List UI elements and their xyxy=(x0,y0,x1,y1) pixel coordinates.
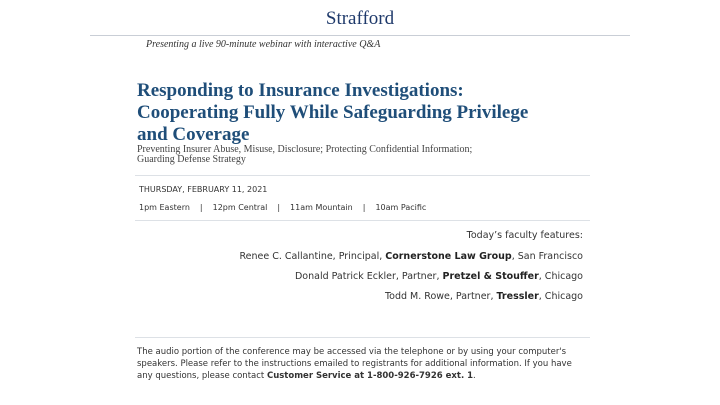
time-separator: | xyxy=(199,203,203,212)
subtitle-line: Guarding Defense Strategy xyxy=(137,154,246,165)
time-separator: | xyxy=(362,203,366,212)
time-separator: | xyxy=(277,203,281,212)
audio-notice xyxy=(137,346,582,382)
faculty-name: Renee C. Callantine, Principal, xyxy=(239,251,386,262)
title-line: Cooperating Fully While Safeguarding Privilege xyxy=(137,102,529,123)
tagline: Presenting a live 90-minute webinar with interactive Q&A xyxy=(146,39,381,50)
faculty-name: Todd M. Rowe, Partner, xyxy=(384,291,497,302)
section-divider xyxy=(135,175,590,176)
faculty-member xyxy=(239,290,583,310)
faculty-firm: Tressler xyxy=(496,291,539,302)
webinar-times xyxy=(139,203,426,212)
notice-text: The audio portion of the conference may be accessed via the telephone or by using your computer's speakers. Please refer to the instructions emailed to registrants for additional information. If you have any questions, please contact xyxy=(137,347,572,381)
customer-service-contact: Customer Service at 1-800-926-7926 ext. 1 xyxy=(266,371,474,381)
faculty-firm: Cornerstone Law Group xyxy=(385,251,512,262)
section-divider xyxy=(135,337,590,338)
faculty-firm: Pretzel & Stouffer xyxy=(442,271,539,282)
faculty-city: , Chicago xyxy=(538,291,583,302)
time-mountain: 11am Mountain xyxy=(290,203,353,212)
time-pacific: 10am Pacific xyxy=(375,203,427,212)
webinar-title xyxy=(137,80,597,146)
time-eastern: 1pm Eastern xyxy=(139,203,190,212)
strafford-logo: Strafford xyxy=(325,8,395,29)
faculty-city: , San Francisco xyxy=(511,251,583,262)
time-central: 12pm Central xyxy=(212,203,268,212)
subtitle-line: Preventing Insurer Abuse, Misuse, Disclosure; Protecting Confidential Information; xyxy=(137,144,473,155)
notice-end: . xyxy=(473,371,476,381)
faculty-name: Donald Patrick Eckler, Partner, xyxy=(294,271,443,282)
faculty-member xyxy=(239,270,583,290)
section-divider xyxy=(135,220,590,221)
title-line: Responding to Insurance Investigations: xyxy=(137,80,464,101)
header-divider xyxy=(90,35,630,36)
title-line: and Coverage xyxy=(137,124,250,145)
webinar-subtitle xyxy=(137,145,557,165)
faculty-list xyxy=(239,250,583,310)
faculty-intro: Today’s faculty features: xyxy=(466,230,583,241)
webinar-date: THURSDAY, FEBRUARY 11, 2021 xyxy=(139,185,268,194)
faculty-city: , Chicago xyxy=(538,271,583,282)
faculty-member xyxy=(239,250,583,270)
